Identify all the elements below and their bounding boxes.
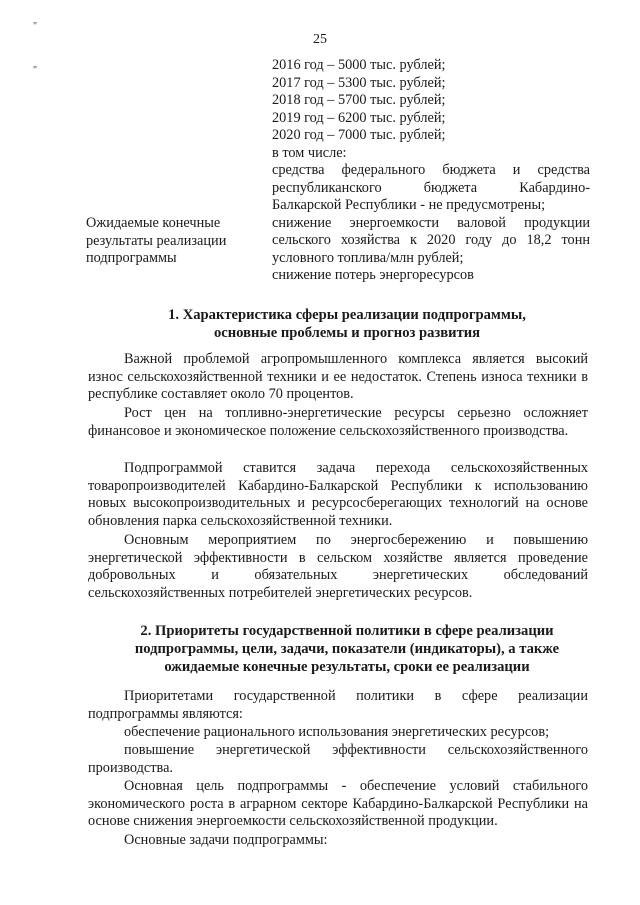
result-line: снижение энергоемкости валовой продукции <box>272 214 590 231</box>
section-2-title-line: 2. Приоритеты государственной политики в сфере реализации <box>140 623 554 639</box>
funding-year-line: 2018 год – 5700 тыс. рублей; <box>272 92 446 108</box>
section-2-title-line: подпрограммы, цели, задачи, показатели (индикаторы), а также <box>134 641 560 657</box>
page-number: 25 <box>313 32 327 47</box>
list-item: обеспечение рационального использования энергетических ресурсов; <box>124 724 550 740</box>
including-label: в том числе: <box>272 144 347 161</box>
section-1-title-line: 1. Характеристика сферы реализации подпрограммы, <box>168 307 526 323</box>
funding-year-line: 2020 год – 7000 тыс. рублей; <box>272 127 446 143</box>
result-line: снижение потерь энергоресурсов <box>272 267 474 283</box>
paragraph: Основные задачи подпрограммы: <box>124 832 328 848</box>
paragraph: Важной проблемой агропромышленного комплекса является высокий износ сельскохозяйственной техники и ее недостаток. Степень износа техники в республике составляет около 70 процентов. <box>88 351 588 403</box>
result-line: сельского хозяйства к 2020 году до 18,2 тонн <box>272 232 590 248</box>
section-1-title <box>88 306 606 342</box>
expected-results-label: Ожидаемые конечные результаты реализации подпрограммы <box>86 215 227 266</box>
funding-note-line: Балкарской Республики - не предусмотрены; <box>272 197 546 213</box>
funding-year-line: 2017 год – 5300 тыс. рублей; <box>272 74 446 91</box>
margin-mark: " <box>33 21 38 32</box>
paragraph: Основным мероприятием по энергосбережению и повышению энергетической эффективности в сельском хозяйстве является проведение добровольных и обязательных энергетических обследований сельскохозяйственных потребителей энергетических ресурсов. <box>88 532 588 601</box>
funding-year-line: 2019 год – 6200 тыс. рублей; <box>272 109 446 126</box>
margin-mark: " <box>33 65 38 76</box>
passport-financing <box>272 57 590 285</box>
list-item: повышение энергетической эффективности сельскохозяйственного производства. <box>88 742 588 776</box>
section-2-title-line: ожидаемые конечные результаты, сроки ее реализации <box>164 659 530 675</box>
result-line: условного топлива/млн рублей; <box>272 249 464 266</box>
funding-note-line: средства федерального бюджета и средства <box>272 162 590 178</box>
paragraph: Рост цен на топливно-энергетические ресурсы серьезно осложняет финансовое и экономическое положение сельскохозяйственного производства. <box>88 405 588 439</box>
funding-year-line: 2016 год – 5000 тыс. рублей; <box>272 57 446 73</box>
paragraph: Приоритетами государственной политики в сфере реализации подпрограммы являются: <box>88 688 588 722</box>
paragraph: Подпрограммой ставится задача перехода сельскохозяйственных товаропроизводителей Кабардино-Балкарской Республики к использованию новых высокопроизводительных и ресурсосберегающих технологий на основе обновления парка сельскохозяйственной техники. <box>88 460 588 529</box>
paragraph: Основная цель подпрограммы - обеспечение условий стабильного экономического роста в аграрном секторе Кабардино-Балкарской Республики на основе снижения энергоемкости сельскохозяйственной продукции. <box>88 778 588 830</box>
funding-note-line: республиканского бюджета Кабардино- <box>272 179 590 196</box>
section-1-title-line: основные проблемы и прогноз развития <box>213 325 481 341</box>
section-2-title <box>88 622 606 676</box>
